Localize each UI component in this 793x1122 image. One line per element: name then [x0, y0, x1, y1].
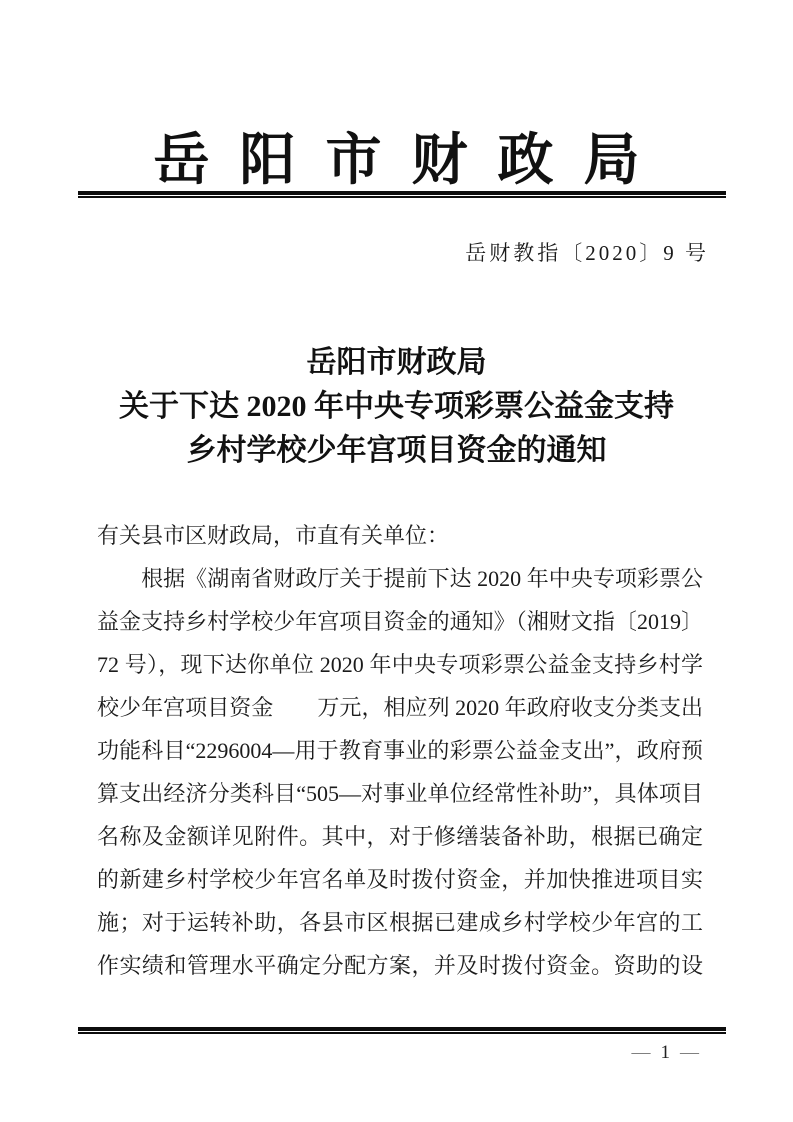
document-title-line-1: 岳阳市财政局 — [306, 346, 487, 379]
body-line: 的新建乡村学校少年宫名单及时拨付资金，并加快推进项目实 — [97, 867, 703, 892]
body-line: 72 号），现下达你单位 2020 年中央专项彩票公益金支持乡村学 — [97, 652, 703, 677]
body-line: 算支出经济分类科目“505—对事业单位经常性补助”，具体项目 — [97, 781, 703, 806]
body-line: 功能科目“2296004—用于教育事业的彩票公益金支出”，政府预 — [97, 738, 703, 763]
page-number-left-dash: — — [631, 1042, 653, 1063]
document-title — [0, 341, 793, 473]
body-line: 根据《湖南省财政厅关于提前下达 2020 年中央专项彩票公 — [97, 566, 703, 591]
document-reference-number: 岳财教指〔2020〕9 号 — [465, 241, 709, 265]
body-line: 作实绩和管理水平确定分配方案，并及时拨付资金。资助的设 — [97, 953, 703, 978]
masthead-double-rule — [78, 191, 726, 198]
document-body — [97, 514, 703, 987]
page-number — [632, 1042, 702, 1064]
agency-masthead: 岳阳市财政局 — [153, 130, 670, 192]
footer-double-rule — [78, 1027, 726, 1034]
page-number-right-dash: — — [680, 1042, 701, 1063]
salutation-line: 有关县市区财政局，市直有关单位： — [97, 523, 450, 548]
document-title-line-3: 乡村学校少年宫项目资金的通知 — [186, 434, 607, 467]
body-line: 益金支持乡村学校少年宫项目资金的通知》（湘财文指〔2019〕 — [97, 609, 703, 634]
body-line: 校少年宫项目资金 万元，相应列 2020 年政府收支分类支出 — [97, 695, 703, 720]
body-line: 名称及金额详见附件。其中，对于修缮装备补助，根据已确定 — [97, 824, 703, 849]
body-line: 施；对于运转补助，各县市区根据已建成乡村学校少年宫的工 — [97, 910, 703, 935]
document-title-line-2: 关于下达 2020 年中央专项彩票公益金支持 — [119, 390, 674, 423]
page-number-value: 1 — [660, 1042, 672, 1063]
